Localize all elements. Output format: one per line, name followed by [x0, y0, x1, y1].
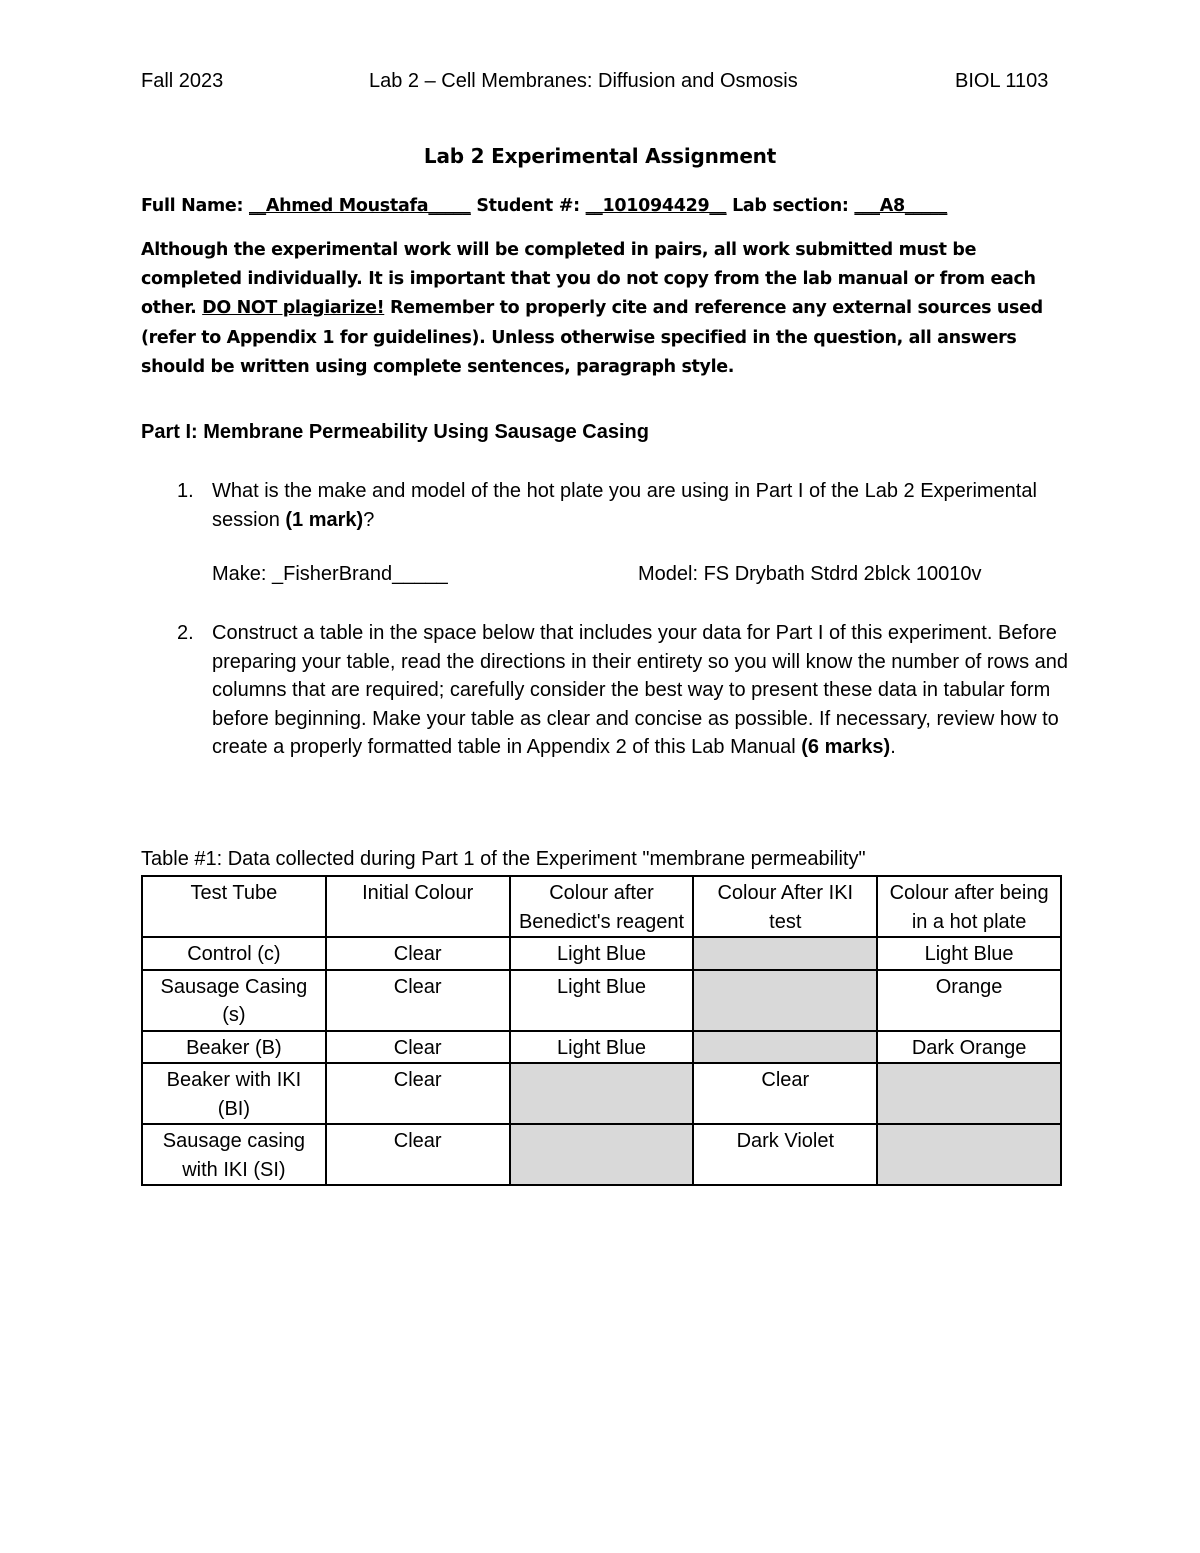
student-number-value: __101094429__ — [585, 196, 727, 216]
table-cell: Clear — [326, 1031, 510, 1064]
header-lab-title: Lab 2 – Cell Membranes: Diffusion and Osmosis — [369, 70, 798, 92]
table-cell — [877, 1063, 1061, 1124]
table-cell: Beaker with IKI (BI) — [142, 1063, 326, 1124]
table-header-cell: Test Tube — [142, 876, 326, 937]
table-header-cell: Colour after Benedict's reagent — [510, 876, 694, 937]
question-end: ? — [363, 508, 375, 531]
model-answer: Model: FS Drybath Stdrd 2blck 10010v — [638, 563, 982, 585]
instructions-text-1: Although the experimental work will be completed in pairs, all work submitted must be completed individually. It is important that you do not copy from the lab manual or from each other. — [141, 240, 1036, 319]
table-cell: Light Blue — [510, 1031, 694, 1064]
table-cell — [693, 937, 877, 970]
table-cell: Orange — [877, 970, 1061, 1031]
table-cell: Clear — [326, 937, 510, 970]
table-cell — [693, 1031, 877, 1064]
table-cell: Clear — [326, 1063, 510, 1124]
question-body: What is the make and model of the hot plate you are using in Part I of the Lab 2 Experimental session — [212, 480, 1037, 531]
table-cell: Light Blue — [510, 970, 694, 1031]
page-title: Lab 2 Experimental Assignment — [423, 144, 777, 168]
table-cell: Clear — [326, 1124, 510, 1185]
table-cell: Dark Violet — [693, 1124, 877, 1185]
table-row — [142, 970, 1061, 1031]
table-cell — [877, 1124, 1061, 1185]
table-cell: Clear — [326, 970, 510, 1031]
table-cell: Light Blue — [877, 937, 1061, 970]
table-row — [142, 1124, 1061, 1185]
table-cell: Control (c) — [142, 937, 326, 970]
name-value: __Ahmed Moustafa_____ — [248, 196, 471, 216]
table-cell: Clear — [693, 1063, 877, 1124]
student-number-label: Student #: — [470, 196, 586, 216]
header-term: Fall 2023 — [141, 70, 224, 92]
question-number: 2. — [177, 622, 194, 644]
table-cell: Sausage casing with IKI (SI) — [142, 1124, 326, 1185]
header-course-code: BIOL 1103 — [955, 70, 1049, 92]
table-header-row — [142, 876, 1061, 937]
instructions-paragraph — [141, 236, 1071, 382]
data-table — [141, 875, 1062, 1186]
student-info-line — [141, 196, 947, 216]
table-cell: Beaker (B) — [142, 1031, 326, 1064]
table-row — [142, 1063, 1061, 1124]
question-marks: (6 marks) — [801, 736, 891, 758]
table-header-cell: Initial Colour — [326, 876, 510, 937]
table-cell: Sausage Casing (s) — [142, 970, 326, 1031]
table-header-cell: Colour after being in a hot plate — [877, 876, 1061, 937]
make-answer: Make: _FisherBrand_____ — [212, 563, 448, 585]
plagiarism-warning: DO NOT plagiarize! — [202, 298, 385, 319]
question-end: . — [890, 736, 896, 758]
name-label: Full Name: — [141, 196, 249, 216]
question-text — [212, 619, 1071, 762]
question-1 — [141, 477, 1071, 534]
lab-section-label: Lab section: — [726, 196, 855, 216]
table-header-cell: Colour After IKI test — [693, 876, 877, 937]
table-cell: Light Blue — [510, 937, 694, 970]
instructions-text-2: Remember to properly cite and reference any external sources used (refer to Appendix 1 for guidelines). Unless otherwise specified in the question, all answers should be written using complete sentences, paragraph style. — [141, 298, 1043, 377]
table-cell — [693, 970, 877, 1031]
question-text — [212, 477, 1071, 534]
table-row — [142, 1031, 1061, 1064]
table-row — [142, 937, 1061, 970]
part-heading: Part I: Membrane Permeability Using Sausage Casing — [141, 421, 649, 443]
question-number: 1. — [177, 480, 194, 502]
question-body: Construct a table in the space below that includes your data for Part I of this experiment. Before preparing your table, read the directions in their entirety so you will know the number of rows and columns that are required; carefully consider the best way to present these data in tabular form before beginning. Make your table as clear and concise as possible. If necessary, review how to create a properly formatted table in Appendix 2 of this Lab Manual — [212, 622, 1069, 758]
question-2 — [141, 619, 1071, 762]
lab-section-value: ___A8_____ — [854, 196, 948, 216]
table-cell — [510, 1124, 694, 1185]
table-cell — [510, 1063, 694, 1124]
question-marks: (1 mark) — [285, 508, 364, 531]
table-cell: Dark Orange — [877, 1031, 1061, 1064]
table-caption: Table #1: Data collected during Part 1 of the Experiment "membrane permeability" — [141, 848, 866, 870]
